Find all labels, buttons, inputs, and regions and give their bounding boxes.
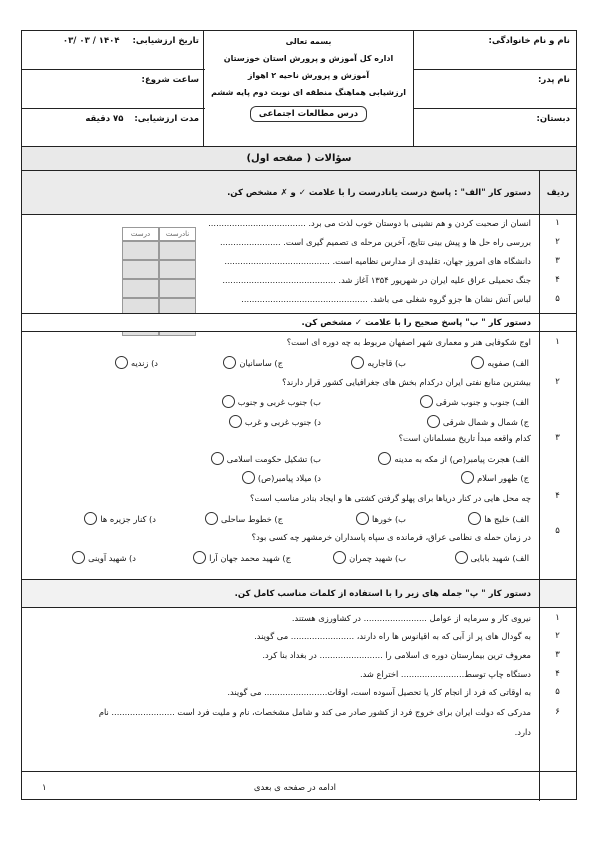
mc-option[interactable] <box>468 512 529 525</box>
tf-statement: انسان از صحبت کردن و هم نشینی با دوستان خوب لذت می برد. ..................................... <box>208 218 531 228</box>
mc-option[interactable] <box>84 512 156 525</box>
mc-option[interactable] <box>223 356 283 369</box>
start-time-field[interactable] <box>22 70 205 109</box>
mc-option[interactable] <box>222 395 321 408</box>
footer-divider <box>22 771 576 772</box>
item-number: ۴ <box>555 491 560 501</box>
section-c-radif-cell <box>539 580 576 607</box>
mc-option[interactable] <box>115 356 158 369</box>
item-number: ۳ <box>555 433 560 443</box>
exam-page <box>21 30 577 800</box>
true-box[interactable] <box>122 279 159 298</box>
questions-title: سؤالات ( صفحه اول) <box>22 147 576 171</box>
option-label: ج) شهید محمد جهان آرا <box>209 552 291 563</box>
item-number: ۱ <box>555 218 560 228</box>
name-label: نام و نام خانوادگی: <box>488 36 570 46</box>
exam-duration <box>22 109 205 147</box>
option-circle[interactable] <box>229 415 242 428</box>
item-number: ۲ <box>555 377 560 387</box>
mc-question: کدام واقعه مبدأ تاریخ مسلمانان است؟ <box>398 433 531 443</box>
option-circle[interactable] <box>455 551 468 564</box>
option-label: د) میلاد پیامبر(ص) <box>257 472 321 483</box>
mc-question: چه محل هایی در کنار دریاها برای پهلو گرفتن کشتی ها و ایجاد بنادر مناسب است؟ <box>250 493 531 503</box>
school-label: دبستان: <box>536 114 570 124</box>
section-c-header <box>22 580 576 608</box>
mc-question: اوج شکوفایی هنر و معماری شهر اصفهان مربوط به چه دوره ای است؟ <box>286 337 531 347</box>
mc-option[interactable] <box>420 395 529 408</box>
fill-blank-sentence: معروف ترین بیمارستان دوره ی اسلامی را ........................ در بغداد بنا کرد. <box>262 650 531 660</box>
mc-option[interactable] <box>461 471 529 484</box>
mc-option[interactable] <box>211 452 321 465</box>
false-box[interactable] <box>159 260 196 279</box>
section-b-radif-cell <box>539 314 576 331</box>
option-circle[interactable] <box>461 471 474 484</box>
section-a-header <box>22 171 576 215</box>
tf-statement: لباس آتش نشان ها جزو گروه شغلی می باشد. ................................................ <box>241 294 531 304</box>
date-label: تاریخ ارزشیابی: <box>132 36 199 46</box>
option-label: د) شهید آوینی <box>88 552 136 563</box>
option-circle[interactable] <box>205 512 218 525</box>
item-number: ۶ <box>555 707 560 717</box>
mc-question: بیشترین منابع نفتی ایران درکدام بخش های جغرافیایی کشور قرار دارند؟ <box>282 377 531 387</box>
col-true: درست <box>122 227 159 241</box>
option-circle[interactable] <box>356 512 369 525</box>
item-number: ۵ <box>555 294 560 304</box>
col-false: نادرست <box>159 227 196 241</box>
option-label: ج) ظهور اسلام <box>477 472 529 483</box>
item-number: ۳ <box>555 650 560 660</box>
mc-option[interactable] <box>242 471 321 484</box>
mc-option[interactable] <box>333 551 406 564</box>
father-name-field[interactable] <box>414 70 576 109</box>
false-box[interactable] <box>159 241 196 260</box>
item-number: ۴ <box>555 669 560 679</box>
option-circle[interactable] <box>84 512 97 525</box>
student-info-box <box>413 31 576 147</box>
true-false-header <box>122 227 196 241</box>
father-label: نام پدر: <box>538 75 570 85</box>
section-b-header <box>22 314 576 332</box>
page-number: ۱ <box>42 783 47 793</box>
mc-option[interactable] <box>378 452 529 465</box>
option-label: ب) قاجاریه <box>367 357 406 368</box>
exam-title-box <box>203 31 413 147</box>
true-box[interactable] <box>122 241 159 260</box>
option-label: ج) ساسانیان <box>239 357 283 368</box>
option-label: ب) تشکیل حکومت اسلامی <box>226 453 321 464</box>
option-circle[interactable] <box>420 395 433 408</box>
mc-option[interactable] <box>72 551 136 564</box>
option-circle[interactable] <box>351 356 364 369</box>
option-label: الف) جنوب و جنوب شرقی <box>435 396 529 407</box>
mc-option[interactable] <box>427 415 529 428</box>
mc-option[interactable] <box>455 551 529 564</box>
tf-statement: دانشگاه های امروز جهان، تقلیدی از مدارس نظامیه است. ........................................ <box>224 256 531 266</box>
option-label: الف) صفویه <box>487 357 529 368</box>
start-label: ساعت شروع: <box>141 75 199 85</box>
fill-blank-sentence: نیروی کار و سرمایه از عوامل ........................ در کشاورزی هستند. <box>291 613 531 623</box>
option-circle[interactable] <box>471 356 484 369</box>
option-circle[interactable] <box>333 551 346 564</box>
item-number: ۲ <box>555 237 560 247</box>
bismillah: بسمه تعالی <box>285 37 332 46</box>
section-a-instruction: دستور کار "الف" : پاسخ درست یانادرست را با علامت ✓ و ✗ مشخص کن. <box>227 188 531 198</box>
option-circle[interactable] <box>193 551 206 564</box>
tf-statement: جنگ تحمیلی عراق علیه ایران در شهریور ۱۳۵۴ آغاز شد. ........................................... <box>222 275 531 285</box>
option-label: د) کنار جزیره ها <box>100 513 156 524</box>
tf-row-2 <box>122 260 196 279</box>
mc-option[interactable] <box>205 512 283 525</box>
student-name-field[interactable] <box>414 31 576 70</box>
false-box[interactable] <box>159 279 196 298</box>
mc-option[interactable] <box>471 356 529 369</box>
org-line-3: ارزشیابی هماهنگ منطقه ای نوبت دوم پایه ششم <box>211 88 406 97</box>
item-number: ۵ <box>555 526 560 536</box>
option-circle[interactable] <box>242 471 255 484</box>
option-circle[interactable] <box>468 512 481 525</box>
option-label: الف) شهید بابایی <box>470 552 529 563</box>
exam-header <box>22 31 576 147</box>
option-label: د) جنوب غربی و غرب <box>244 416 321 427</box>
fill-blank-sentence-cont: دارد. <box>514 727 531 737</box>
tf-row-1 <box>122 241 196 260</box>
fill-blank-sentence: دستگاه چاپ توسط........................ اختراع شد. <box>359 669 531 679</box>
item-number: ۱ <box>555 613 560 623</box>
date-value: ۱۴۰۴ / ۰۳ /۰۳ <box>62 36 120 46</box>
option-circle[interactable] <box>378 452 391 465</box>
option-circle[interactable] <box>211 452 224 465</box>
option-label: الف) خلیج ها <box>484 513 529 524</box>
fill-blank-sentence: به گودال های پر از آبی که به اقیانوس ها راه دارند، ........................ می گویند. <box>254 631 531 641</box>
org-line-1: اداره کل آموزش و پرورش استان خوزستان <box>223 54 394 63</box>
tf-row-3 <box>122 279 196 298</box>
subject-label: درس مطالعات اجتماعی <box>250 106 367 122</box>
fill-blank-sentence: به اوقاتی که فرد از انجام کار یا تحصیل آسوده است، اوقات........................ می گویند. <box>227 687 531 697</box>
mc-question: در زمان حمله ی نظامی عراق، فرمانده ی سپاه پاسداران خرمشهر چه کسی بود؟ <box>251 532 531 542</box>
item-number: ۳ <box>555 256 560 266</box>
section-b-instruction: دستور کار " ب" پاسخ صحیح را با علامت ✓ مشخص کن. <box>301 318 531 328</box>
mc-option[interactable] <box>193 551 291 564</box>
item-number: ۲ <box>555 631 560 641</box>
item-number: ۴ <box>555 275 560 285</box>
exam-meta-box <box>22 31 205 147</box>
org-line-2: آموزش و پرورش ناحیه ۲ اهواز <box>247 71 370 80</box>
option-circle[interactable] <box>72 551 85 564</box>
option-label: الف) هجرت پیامبر(ص) از مکه به مدینه <box>394 453 529 464</box>
option-circle[interactable] <box>222 395 235 408</box>
option-label: ب) شهید چمران <box>349 552 406 563</box>
exam-date <box>22 31 205 70</box>
duration-label: مدت ارزشیابی: <box>134 114 199 124</box>
tf-statement: بررسی راه حل ها و پیش بینی نتایج، آخرین مرحله ی تصمیم گیری است. ....................... <box>220 237 531 247</box>
section-c-instruction: دستور کار " پ" جمله های زیر را با استفاده از کلمات مناسب کامل کن. <box>234 589 531 599</box>
item-number: ۵ <box>555 687 560 697</box>
mc-option[interactable] <box>229 415 321 428</box>
school-field[interactable] <box>414 109 576 147</box>
option-circle[interactable] <box>223 356 236 369</box>
true-box[interactable] <box>122 260 159 279</box>
option-label: ج) شمال و شمال شرقی <box>442 416 529 427</box>
mc-option[interactable] <box>351 356 406 369</box>
duration-value: ۷۵ دقیقه <box>85 114 124 124</box>
mc-option[interactable] <box>356 512 406 525</box>
option-label: ب) جنوب غربی و جنوب <box>237 396 321 407</box>
option-circle[interactable] <box>427 415 440 428</box>
option-label: ج) خطوط ساحلی <box>220 513 283 524</box>
item-number: ۱ <box>555 337 560 347</box>
continue-note: ادامه در صفحه ی بعدی <box>253 783 336 793</box>
option-circle[interactable] <box>115 356 128 369</box>
fill-blank-sentence: مدرکی که دولت ایران برای خروج فرد از کشور صادر می کند و شامل مشخصات، نام و ملیت فرد است ........................ نام <box>98 707 531 717</box>
option-label: د) زندیه <box>131 357 158 368</box>
option-label: ب) خورها <box>371 513 406 524</box>
radif-label: ردیف <box>539 171 576 214</box>
